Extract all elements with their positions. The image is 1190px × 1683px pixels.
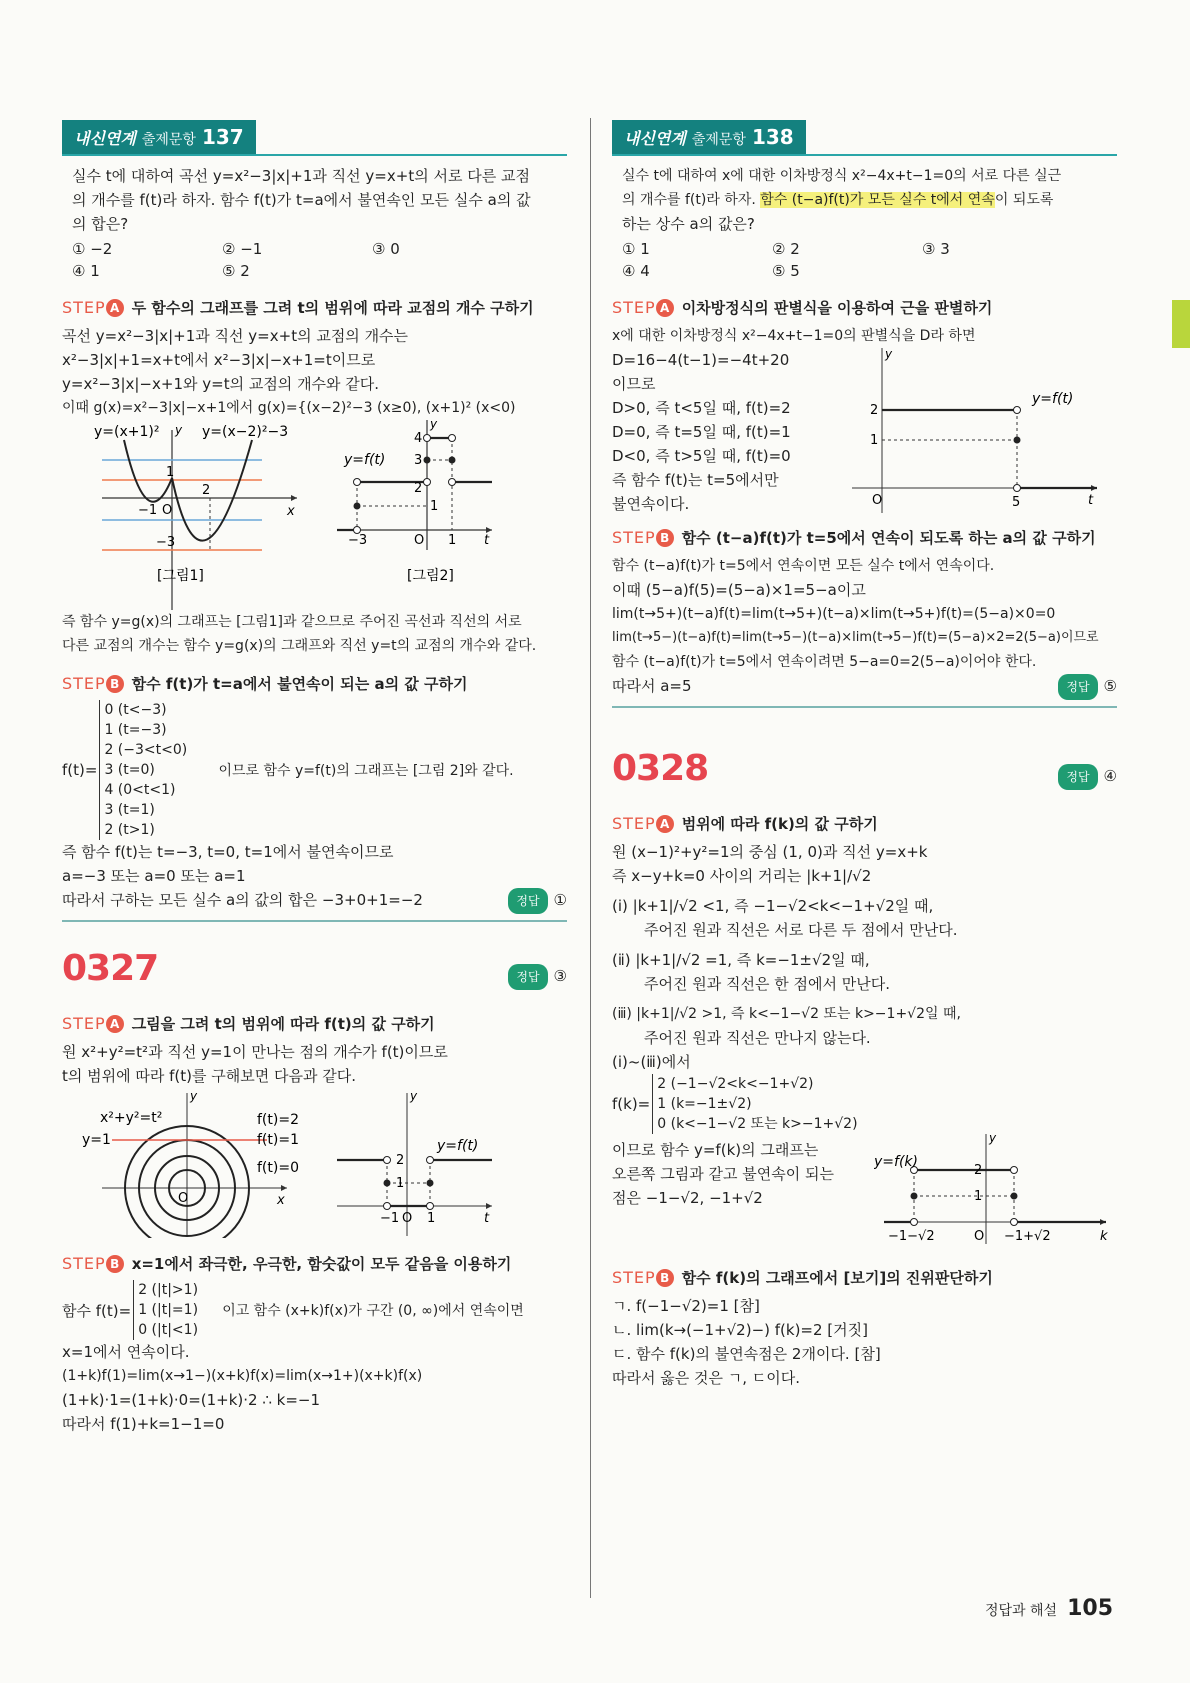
piecewise-case: 2 (−1−√2<k<−1+√2) [657, 1076, 814, 1092]
text-line: 오른쪽 그림과 같고 불연속이 되는 [612, 1165, 834, 1183]
q0328-piecewise [612, 1074, 1117, 1134]
choice: ④ 1 [72, 262, 100, 280]
q0327-answer: 정답 ③ [508, 964, 567, 990]
svg-text:2: 2 [414, 481, 423, 496]
piecewise-lhs: f(k)= [612, 1095, 651, 1113]
fig1-eq-left: y=(x+1)² [94, 424, 160, 440]
problem-line: 의 합은? [72, 215, 129, 233]
text-line: 즉 x−y+k=0 사이의 거리는 |k+1|/√2 [612, 867, 872, 885]
piecewise-lhs: 함수 f(t)= [62, 1301, 132, 1320]
text-line: (ⅲ) |k+1|/√2 >1, 즉 k<−1−√2 또는 k>−1+√2일 때, [612, 1006, 961, 1022]
circle-eq: x²+y²=t² [100, 1110, 163, 1126]
q137-header-box [62, 120, 256, 154]
q0328-stepA-title: STEP A 범위에 따라 f(k)의 값 구하기 [612, 814, 878, 833]
text-line: D=0, 즉 t=5일 때, f(t)=1 [612, 423, 791, 441]
text-line: ㄱ. f(−1−√2)=1 [참] [612, 1297, 760, 1315]
piecewise-rhs: 이므로 함수 y=f(t)의 그래프는 [그림 2]와 같다. [218, 763, 514, 779]
piecewise-case: 4 (0<t<1) [104, 782, 176, 798]
figure-1 [94, 423, 297, 610]
text-line: 곡선 y=x²−3|x|+1과 직선 y=x+t의 교점의 개수는 [62, 327, 409, 345]
text-line: ㄴ. lim(k→(−1+√2)−) f(k)=2 [거짓] [612, 1321, 868, 1339]
figure-2 [337, 420, 492, 584]
piecewise-case: 0 (t<−3) [104, 702, 167, 718]
svg-text:y: y [989, 1134, 997, 1145]
right-column [612, 120, 1117, 1390]
q0327-stepA-title: STEP A 그림을 그려 t의 범위에 따라 f(t)의 값 구하기 [62, 1014, 435, 1033]
svg-text:1: 1 [427, 1211, 436, 1226]
text-line: ㄷ. 함수 f(k)의 불연속점은 2개이다. [참] [612, 1345, 881, 1363]
section-rule [612, 706, 1117, 708]
svg-text:1: 1 [448, 533, 457, 548]
text-line: (1+k)·1=(1+k)·0=(1+k)·2 ∴ k=−1 [62, 1391, 321, 1409]
line-eq: y=1 [82, 1132, 111, 1148]
piecewise-case: 2 (−3<t<0) [104, 742, 188, 758]
piecewise-case: 1 (k=−1±√2) [657, 1096, 752, 1112]
svg-text:t: t [1088, 493, 1094, 508]
text-line: 점은 −1−√2, −1+√2 [612, 1189, 763, 1207]
piecewise-case: 2 (t>1) [104, 822, 155, 838]
choice: ③ 0 [372, 240, 400, 258]
q0327-graphs-svg [62, 1088, 567, 1238]
column-divider [590, 118, 591, 1598]
f0-label: f(t)=0 [257, 1160, 299, 1176]
svg-text:2: 2 [870, 403, 879, 418]
piecewise-rhs: 이고 함수 (x+k)f(x)가 구간 (0, ∞)에서 연속이면 [222, 1303, 524, 1319]
left-point-label: −1−√2 [888, 1229, 935, 1244]
right-point-label: −1+√2 [1004, 1229, 1051, 1244]
text-line: y=x²−3|x|−x+1와 y=t의 교점의 개수와 같다. [62, 375, 380, 393]
svg-text:1: 1 [870, 433, 879, 448]
svg-text:2: 2 [396, 1153, 405, 1168]
q138-choices [622, 238, 1117, 282]
svg-text:O: O [414, 533, 425, 548]
section-rule [62, 920, 567, 922]
choice: ⑤ 5 [772, 262, 800, 280]
choice: ② −1 [222, 240, 263, 258]
text-line: 불연속이다. [612, 495, 690, 513]
text-line: (ⅰ)~(ⅲ)에서 [612, 1053, 691, 1071]
q0327-header [62, 948, 567, 998]
svg-text:t: t [484, 1211, 490, 1226]
fig1-eq-right: y=(x−2)²−3 [202, 424, 289, 440]
f1-label: f(t)=1 [257, 1132, 299, 1148]
text-line: 함수 (t−a)f(t)가 t=5에서 연속이면 모든 실수 t에서 연속이다. [612, 558, 995, 574]
text-line: 즉 함수 f(t)는 t=5에서만 [612, 471, 779, 489]
q0328-stepB-title: STEP B 함수 f(k)의 그래프에서 [보기]의 진위판단하기 [612, 1268, 993, 1287]
q137-choices [72, 238, 567, 282]
q138-final-row [612, 674, 1117, 700]
q0328-header [612, 748, 1117, 798]
q138-graph-eq: y=f(t) [1032, 391, 1074, 407]
piecewise-case: 2 (|t|>1) [138, 1282, 199, 1298]
text-line: 함수 (t−a)f(t)가 t=5에서 연속이려면 5−a=0=2(5−a)이어야 한다. [612, 654, 1037, 670]
text-line: 따라서 옳은 것은 ㄱ, ㄷ이다. [612, 1369, 800, 1387]
text-line: (1+k)f(1)=lim(x→1−)(x+k)f(x)=lim(x→1+)(x+k)f(x) [62, 1368, 423, 1384]
q137-piecewise [62, 700, 567, 840]
text-line: x에 대한 이차방정식 x²−4x+t−1=0의 판별식을 D라 하면 [612, 328, 976, 344]
q138-header-box [612, 120, 806, 154]
text-line: 원 x²+y²=t²과 직선 y=1이 만나는 점의 개수가 f(t)이므로 [62, 1043, 448, 1061]
svg-text:t: t [484, 533, 490, 548]
svg-text:O: O [974, 1229, 985, 1244]
text-line: lim(t→5−)(t−a)f(t)=lim(t→5−)(t−a)×lim(t→5−)f(t)=(5−a)×2=2(5−a)이므로 [612, 630, 1099, 645]
q0328-graph-block [612, 1134, 1117, 1252]
text-line: 주어진 원과 직선은 서로 다른 두 점에서 만난다. [644, 921, 958, 939]
svg-text:x: x [277, 1193, 285, 1208]
step-eq: y=f(t) [437, 1138, 479, 1154]
svg-text:y: y [430, 420, 438, 431]
svg-text:O: O [178, 1191, 189, 1206]
q138-header [612, 120, 1117, 156]
q138-stepA-block [612, 324, 1117, 522]
choice: ② 2 [772, 240, 800, 258]
problem-line: 의 개수를 f(t)라 하자. 함수 f(t)가 t=a에서 불연속인 모든 실수 a의 값 [72, 191, 531, 209]
piecewise-case: 1 (|t|=1) [138, 1302, 199, 1318]
fig1-caption: [그림1] [157, 568, 204, 584]
piecewise-case: 0 (|t|<1) [138, 1322, 199, 1338]
footer-label: 정답과 해설 [985, 1603, 1058, 1619]
header-label: 내신연계 [624, 129, 686, 148]
q0327-piecewise [62, 1280, 567, 1340]
q137-problem [62, 164, 567, 282]
svg-text:3: 3 [414, 453, 423, 468]
q0328-number: 0328 [612, 748, 709, 789]
svg-text:2: 2 [202, 483, 211, 498]
piecewise-lhs: f(t)= [62, 761, 98, 779]
text-line: 즉 함수 y=g(x)의 그래프는 [그림1]과 같으므로 주어진 곡선과 직선의 서로 [62, 614, 522, 630]
text-line: 이때 (5−a)f(5)=(5−a)×1=5−a이고 [612, 581, 866, 599]
problem-line: 실수 t에 대하여 x에 대한 이차방정식 x²−4x+t−1=0의 서로 다른 실근 [622, 168, 1062, 184]
piecewise-case: 3 (t=0) [104, 762, 155, 778]
text-line: (ⅰ) |k+1|/√2 <1, 즉 −1−√2<k<−1+√2일 때, [612, 897, 934, 915]
svg-text:x: x [287, 504, 295, 519]
text-line: 따라서 f(1)+k=1−1=0 [62, 1415, 225, 1433]
q138-answer: 정답 ⑤ [1058, 674, 1117, 700]
header-label: 내신연계 [74, 129, 136, 148]
text-line: D=16−4(t−1)=−4t+20 [612, 351, 790, 369]
q137-figures [62, 420, 567, 610]
q138-stepA-title: STEP A 이차방정식의 판별식을 이용하여 근을 판별하기 [612, 298, 993, 317]
page-number: 105 [1067, 1596, 1114, 1621]
choice: ④ 4 [622, 262, 650, 280]
step-figure [337, 1089, 492, 1236]
text-line: x²−3|x|+1=x+t에서 x²−3|x|−x+1=t이므로 [62, 351, 376, 369]
text-line: 이므로 함수 y=f(k)의 그래프는 [612, 1141, 819, 1159]
svg-text:5: 5 [1012, 495, 1021, 510]
svg-text:O: O [402, 1211, 413, 1226]
svg-text:k: k [1100, 1229, 1108, 1244]
text-line: lim(t→5+)(t−a)f(t)=lim(t→5+)(t−a)×lim(t→5+)f(t)=(5−a)×0=0 [612, 606, 1056, 622]
choice: ⑤ 2 [222, 262, 250, 280]
q137-graphs-svg [62, 420, 567, 610]
text-line: 원 (x−1)²+y²=1의 중심 (1, 0)과 직선 y=x+k [612, 843, 928, 861]
svg-text:−1: −1 [380, 1211, 400, 1226]
piecewise-case: 0 (k<−1−√2 또는 k>−1+√2) [657, 1116, 858, 1132]
text-line: 따라서 구하는 모든 실수 a의 값의 합은 −3+0+1=−2 [62, 891, 423, 909]
q0327-number: 0327 [62, 948, 159, 989]
piecewise-case: 3 (t=1) [104, 802, 155, 818]
left-column [62, 120, 567, 1436]
problem-line: 실수 t에 대하여 곡선 y=x²−3|x|+1과 직선 y=x+t의 서로 다른 교점 [72, 167, 530, 185]
svg-text:1: 1 [430, 499, 439, 514]
header-sub: 출제문항 [141, 132, 196, 148]
text-line: 주어진 원과 직선은 만나지 않는다. [644, 1029, 871, 1047]
svg-text:y: y [175, 423, 183, 437]
svg-text:O: O [872, 493, 883, 508]
page-edge-tab [1172, 300, 1190, 348]
svg-text:O: O [162, 503, 173, 518]
svg-text:4: 4 [414, 431, 423, 446]
q0328-graph-svg [874, 1134, 1114, 1252]
svg-text:−3: −3 [348, 533, 368, 548]
q137-header [62, 120, 567, 156]
choice: ① −2 [72, 240, 113, 258]
q137-stepA-title: STEP A 두 함수의 그래프를 그려 t의 범위에 따라 교점의 개수 구하기 [62, 298, 534, 317]
text-line: (ⅱ) |k+1|/√2 =1, 즉 k=−1±√2일 때, [612, 951, 870, 969]
header-sub: 출제문항 [691, 132, 746, 148]
q137-stepB-title: STEP B 함수 f(t)가 t=a에서 불연속이 되는 a의 값 구하기 [62, 674, 468, 693]
text-line: 이때 g(x)=x²−3|x|−x+1에서 g(x)={(x−2)²−3 (x≥0), (x+1)² (x<0) [62, 400, 516, 416]
q138-problem [612, 164, 1117, 282]
text-line: a=−3 또는 a=0 또는 a=1 [62, 867, 246, 885]
text-line: t의 범위에 따라 f(t)를 구해보면 다음과 같다. [62, 1067, 356, 1085]
choice: ③ 3 [922, 240, 950, 258]
circle-figure [82, 1089, 299, 1238]
q137-final-row [62, 888, 567, 914]
q137-answer: 정답 ① [508, 888, 567, 914]
text-line: x=1에서 연속이다. [62, 1343, 190, 1361]
f2-label: f(t)=2 [257, 1112, 299, 1128]
svg-text:1: 1 [166, 465, 175, 480]
svg-text:1: 1 [396, 1176, 405, 1191]
piecewise-case: 1 (t=−3) [104, 722, 167, 738]
header-number: 138 [751, 125, 794, 149]
svg-text:2: 2 [974, 1163, 983, 1178]
svg-text:−1: −1 [138, 503, 158, 518]
text-line: 주어진 원과 직선은 한 점에서 만난다. [644, 975, 890, 993]
q138-stepB-title: STEP B 함수 (t−a)f(t)가 t=5에서 연속이 되도록 하는 a의 값 구하기 [612, 528, 1096, 547]
text-line: D>0, 즉 t<5일 때, f(t)=2 [612, 399, 791, 417]
page-footer [985, 1596, 1113, 1621]
problem-line: 의 개수를 f(t)라 하자. 함수 (t−a)f(t)가 모든 실수 t에서 연속이 되도록 [622, 192, 1054, 208]
q138-graph-svg [852, 348, 1102, 518]
highlighted-condition: 함수 (t−a)f(t)가 모든 실수 t에서 연속 [760, 192, 995, 208]
svg-text:y: y [410, 1089, 418, 1103]
svg-text:−3: −3 [156, 535, 176, 550]
svg-text:1: 1 [974, 1189, 983, 1204]
header-number: 137 [201, 125, 244, 149]
choice: ① 1 [622, 240, 650, 258]
svg-text:y: y [885, 348, 893, 361]
q0328-graph-eq: y=f(k) [874, 1154, 918, 1170]
fig2-caption: [그림2] [407, 568, 454, 584]
text-line: 즉 함수 f(t)는 t=−3, t=0, t=1에서 불연속이므로 [62, 843, 394, 861]
text-line: D<0, 즉 t>5일 때, f(t)=0 [612, 447, 791, 465]
text-line: 따라서 a=5 [612, 677, 692, 695]
fig2-eq: y=f(t) [344, 452, 386, 468]
q0327-stepB-title: STEP B x=1에서 좌극한, 우극한, 함숫값이 모두 같음을 이용하기 [62, 1254, 512, 1273]
svg-text:y: y [190, 1089, 198, 1103]
text-line: 다른 교점의 개수는 함수 y=g(x)의 그래프와 직선 y=t의 교점의 개수와 같다. [62, 638, 537, 654]
text-line: 이므로 [612, 375, 656, 393]
q0328-answer: 정답 ④ [1058, 764, 1117, 790]
problem-line: 하는 상수 a의 값은? [622, 215, 755, 233]
